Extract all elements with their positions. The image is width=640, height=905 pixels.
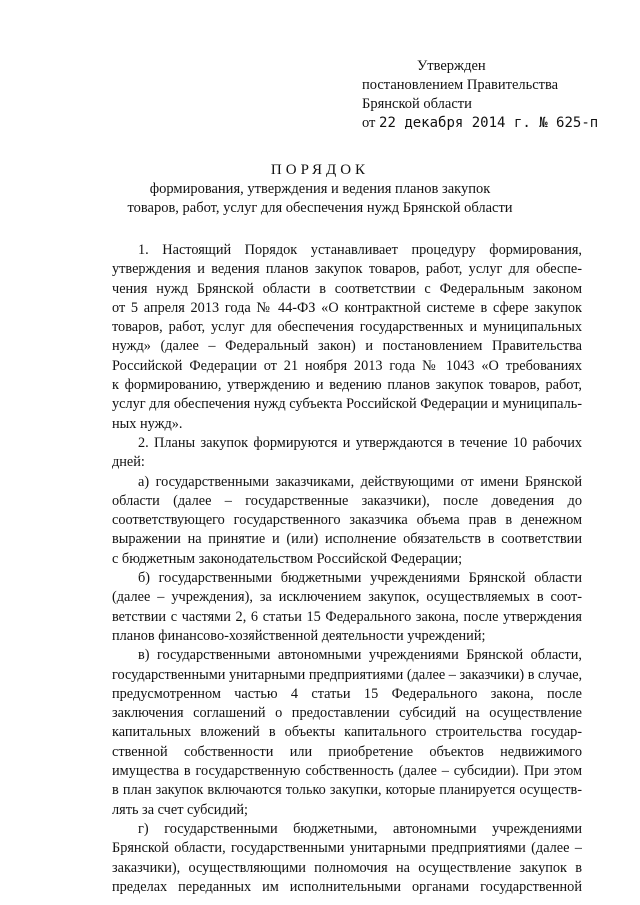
body-line: (далее – учреждения), за исключением закупок, осуществляемых в соот- bbox=[112, 589, 582, 606]
document-title: ПОРЯДОК bbox=[270, 162, 370, 178]
body-line: к формированию, утверждению и ведению планов закупок товаров, работ, bbox=[112, 377, 582, 394]
body-line: от 5 апреля 2013 года № 44-ФЗ «О контрактной системе в сфере закупок bbox=[112, 299, 582, 316]
body-line: ветствии с частями 2, 6 статьи 15 Федерального закона, после утверждения bbox=[112, 608, 582, 625]
body-line: государственными унитарными предприятиями (далее – заказчики) в случае, bbox=[112, 666, 582, 683]
body-line: предусмотренном частью 4 статьи 15 Федерального закона, после bbox=[112, 685, 582, 702]
body-line: г) государственными бюджетными, автономными учреждениями bbox=[138, 820, 582, 837]
body-line: в план закупок включаются только закупки, которые планируется осуществ- bbox=[112, 782, 582, 799]
body-line: выражении на принятие и (или) исполнение обязательств в соответствии bbox=[112, 531, 582, 548]
body-line: пределах переданных им исполнительными органами государственной bbox=[112, 878, 582, 895]
body-line: а) государственными заказчиками, действующими от имени Брянской bbox=[138, 473, 582, 490]
approval-date-prefix: от bbox=[362, 115, 376, 131]
body-line: нужд» (далее – Федеральный закон) и постановлением Правительства bbox=[112, 338, 582, 355]
body-line: 1. Настоящий Порядок устанавливает процедуру формирования, bbox=[138, 242, 582, 258]
subtitle-line: товаров, работ, услуг для обеспечения нужд Брянской области bbox=[127, 200, 513, 216]
body-line: 2. Планы закупок формируются и утверждаются в течение 10 рабочих bbox=[138, 434, 582, 451]
body-line: ственной собственности или приобретение объектов недвижимого bbox=[112, 743, 582, 760]
approval-line: Брянской области bbox=[362, 96, 472, 112]
body-line: дней: bbox=[112, 454, 145, 471]
body-line: Брянской области, государственными унитарными предприятиями (далее – bbox=[112, 840, 582, 857]
body-line: ных нужд». bbox=[112, 415, 183, 432]
body-line: в) государственными автономными учреждениями Брянской области, bbox=[138, 647, 582, 664]
document-subtitle bbox=[0, 180, 640, 218]
body-line: имущества в государственную собственность (далее – субсидии). При этом bbox=[112, 763, 582, 780]
body-line: чения нужд Брянской области в соответствии с Федеральным законом bbox=[112, 280, 582, 297]
body-line: соответствующего государственного заказчика объема прав в денежном bbox=[112, 512, 582, 529]
approval-block bbox=[362, 57, 598, 133]
body-line: заказчики), осуществляющими полномочия на осуществление закупок в bbox=[112, 859, 582, 876]
approval-line: постановлением Правительства bbox=[362, 77, 559, 93]
body-line: с бюджетным законодательством Российской Федерации; bbox=[112, 550, 463, 567]
subtitle-line: формирования, утверждения и ведения планов закупок bbox=[149, 181, 491, 197]
body-line: заключения соглашений о предоставлении субсидий на осуществление bbox=[112, 705, 582, 722]
body-line: услуг для обеспечения нужд субъекта Российской Федерации и муниципаль- bbox=[112, 396, 582, 413]
body-line: Российской Федерации от 21 ноября 2013 года № 1043 «О требованиях bbox=[112, 357, 582, 374]
body-line: лять за счет субсидий; bbox=[112, 801, 248, 818]
body-line: капитальных вложений в объекты капитального строительства государ- bbox=[112, 724, 582, 741]
body-line: б) государственными бюджетными учреждениями Брянской области bbox=[138, 570, 582, 587]
body-line: утверждения и ведения планов закупок товаров, работ, услуг для обеспе- bbox=[112, 261, 582, 278]
approval-date-line bbox=[362, 114, 598, 133]
body-line: планов финансово-хозяйственной деятельности учреждений; bbox=[112, 627, 486, 644]
approval-line: Утвержден bbox=[417, 58, 486, 74]
document-body bbox=[112, 241, 582, 897]
body-line: области (далее – государственные заказчики), после доведения до bbox=[112, 492, 582, 509]
approval-date: 22 декабря 2014 г. № 625-п bbox=[379, 115, 599, 131]
body-line: товаров, работ, услуг для обеспечения государственных и муниципальных bbox=[112, 319, 582, 336]
